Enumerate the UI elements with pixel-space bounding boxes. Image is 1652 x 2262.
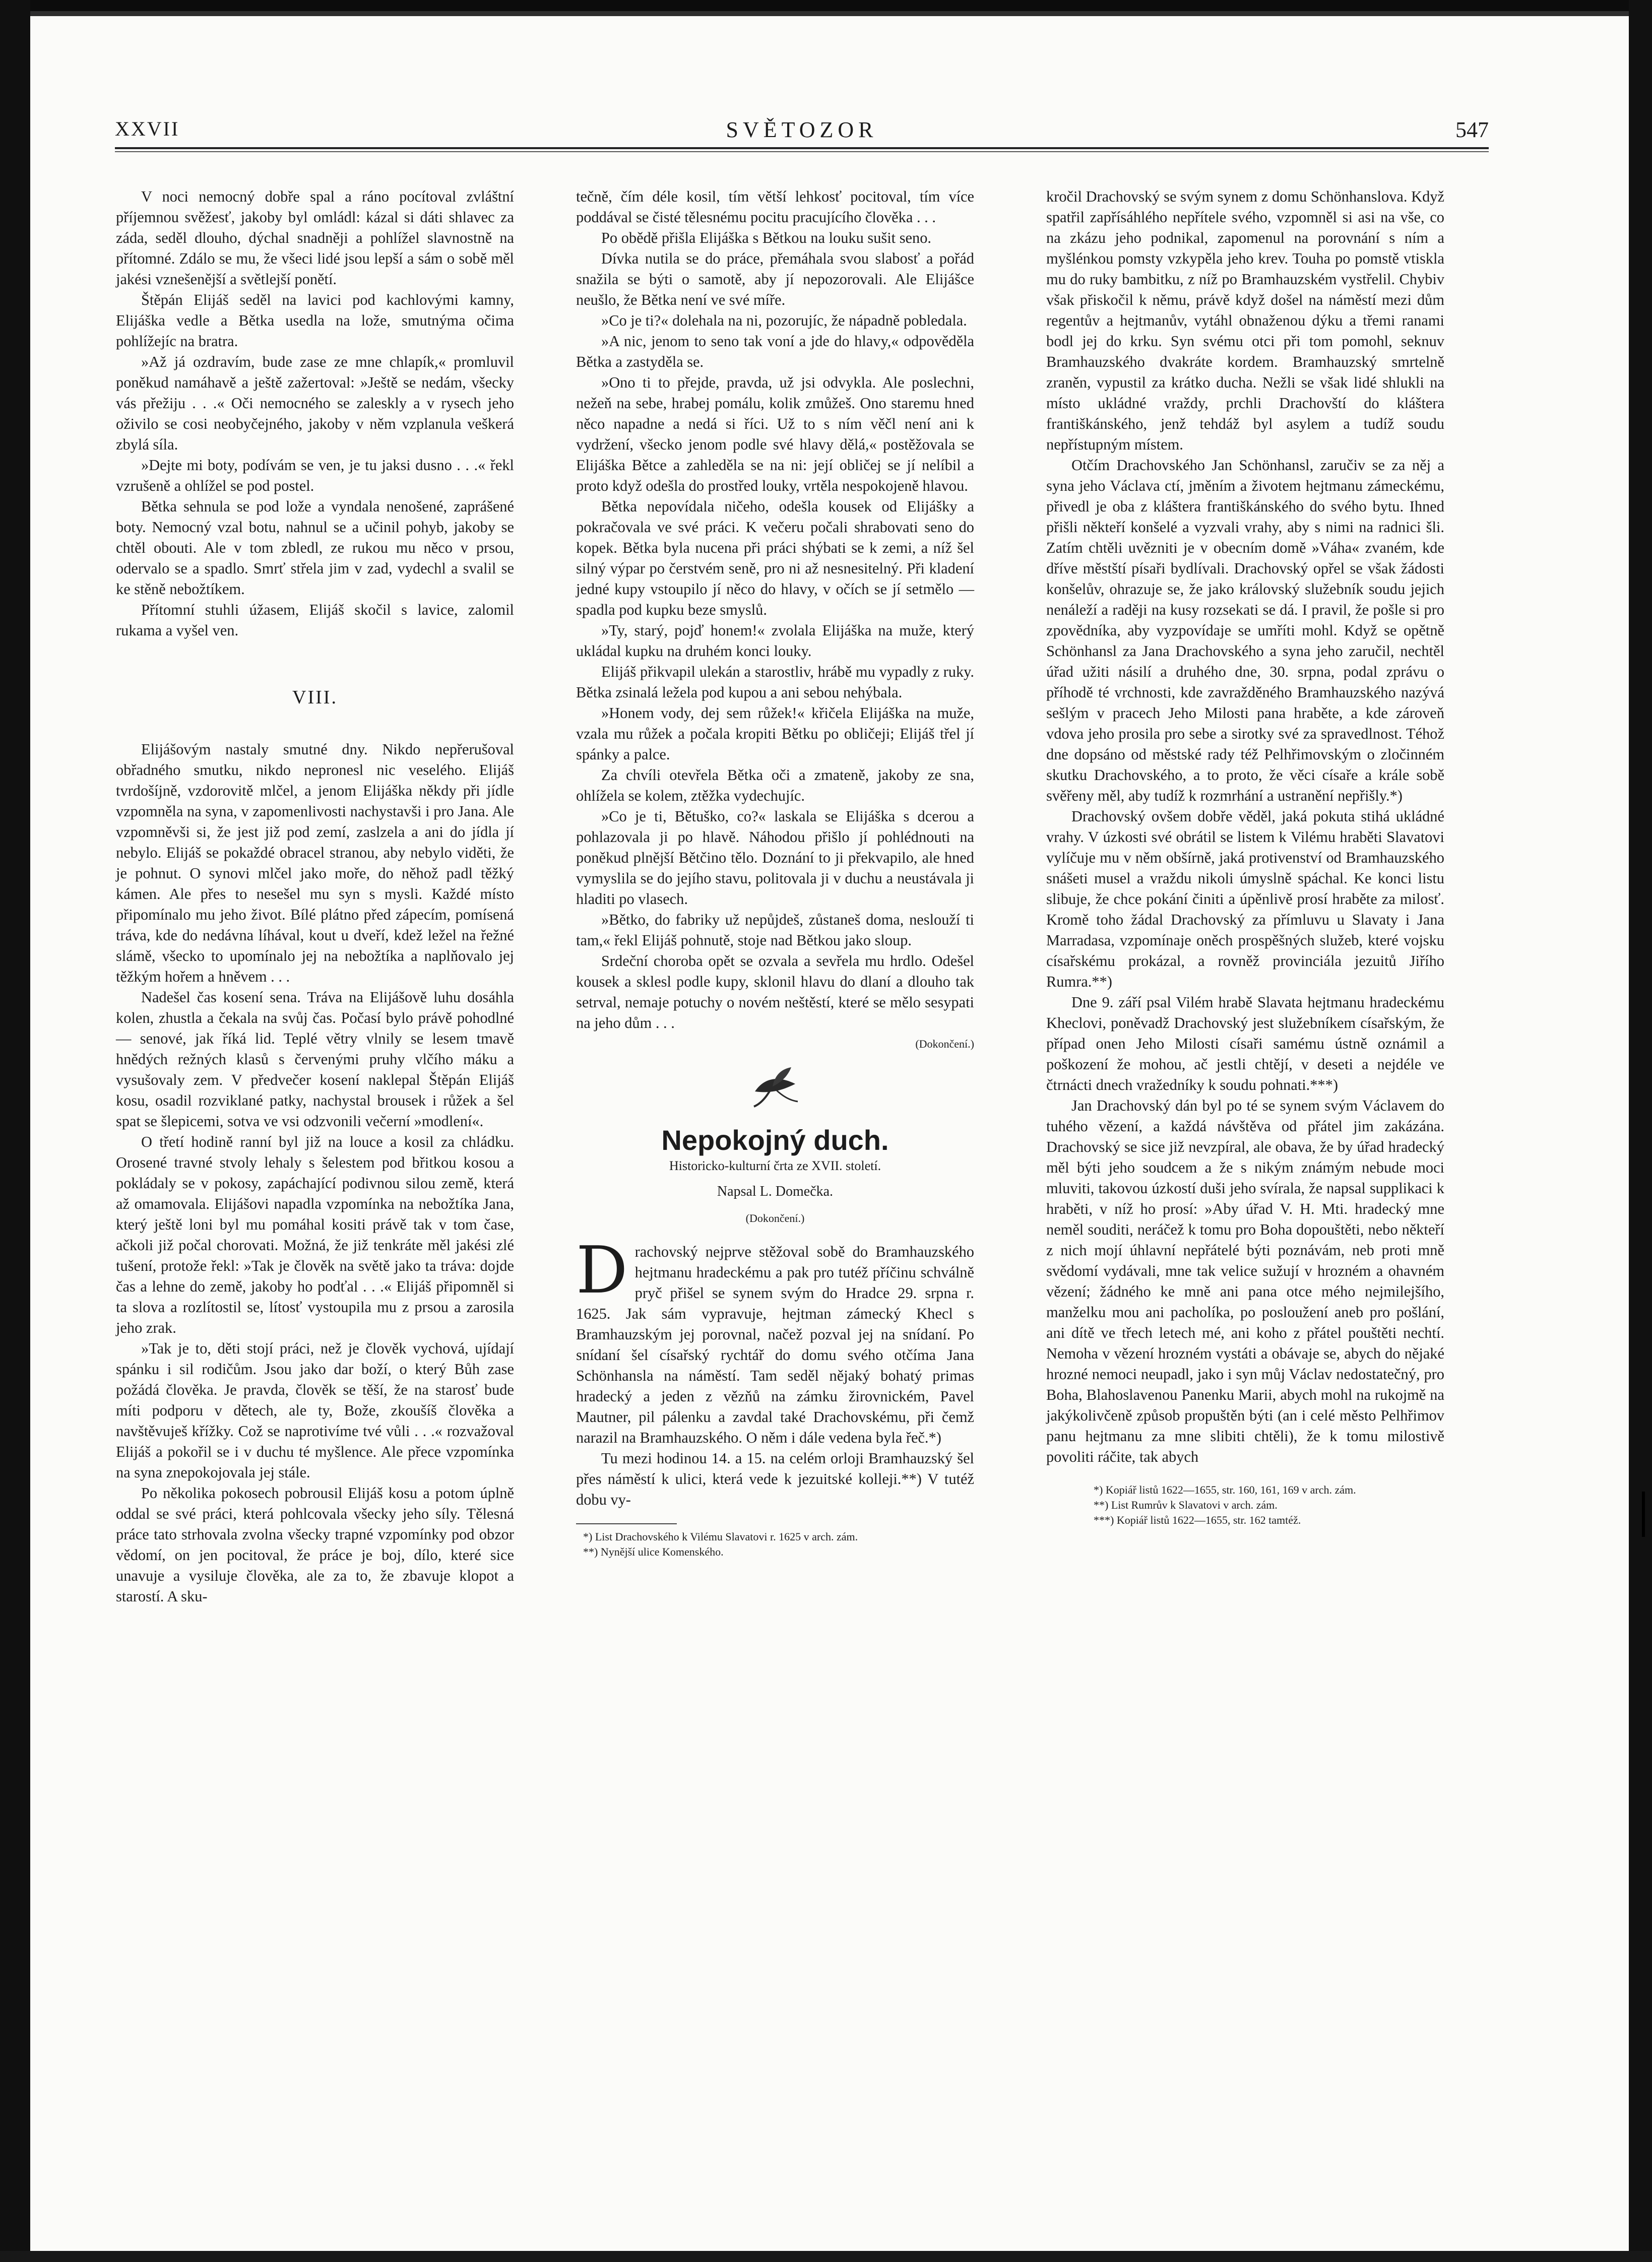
scan-border-top: [0, 0, 1652, 11]
footnote-rule: [576, 1523, 677, 1524]
article-subtitle: Historicko-kulturní črta ze XVII. století.: [669, 1158, 881, 1173]
paragraph: Otčím Drachovského Jan Schönhansl, zaručiv se za něj a syna jeho Václava ctí, jměním a životem hejtmanu zámeckému, přivedl je oba z kláštera františkánského do svého bytu. Ihned přišli někteří konšelé a vyzvali vrahy, aby s nimi na radnici šli. Zatím chtěli uvězniti je v obecním domě »Váha« zvaném, kde dříve městští písaři bydlívali. Drachovský opřel se však žádosti konšelův, ohrazuje se, že jako královský služebník soudu jejich nenáleží a raději na kusy rozsekati se dá. I pravil, že pošle si pro zpovědníka, aby vyzpovídaje se umříti mohl. Když se opětně Schönhansl za Jana Drachovského a syna jeho zaručil, nechtěl úřad užiti násilí a druhého dne, 30. srpna, podal zprávu o příhodě té vrchnosti, kde zavražděného Bramhauzského nazývá sešlým v pracech Jeho Milosti pana hraběte, a kde zároveň vdova jeho prosila pro sebe a sirotky své za spravedlnost. Téhož dne dopsáno od městské rady též Pelhřimovským o zločinném skutku Drachovského, a to proto, že věci císaře a krále sobě svěřeny měl, aby tudíž k rozmrhání a ustranění nepřišly.*): [1046, 457, 1444, 804]
paragraph: Nadešel čas kosení sena. Tráva na Elijášově luhu dosáhla kolen, zhustla a čekala na svůj čas. Počasí bylo právě pohodlné — senové, jak říká lid. Teplé větry vlnily se lesem tmavě hnědých režných klasů s červenými pruhy vlčího máku a vysušovaly zem. V předvečer kosení naklepal Štěpán Elijáš kosu, osadil rozviklané patky, nachystal brousek i růžek a šel spat se šlepicemi, sotva ve vsi odzvonili večerní »modlení«.: [116, 989, 514, 1130]
footnote: *) List Drachovského k Vilému Slavatovi r. 1625 v arch. zám.: [583, 1530, 858, 1543]
scan-border-left: [0, 0, 30, 2262]
scan-border-bottom: [0, 2251, 1652, 2262]
paragraph: »Tak je to, děti stojí práci, než je člověk vychová, ujídají spánku i sil rodičům. Jsou jako dar boží, o který Bůh zase požádá člověka. Je pravda, člověk se těší, že na starosť bude míti podporu v dětech, ale ty, Bože, zkoušíš člověka a navštěvuješ křížky. Což se naprotivíme tvé vůli . . .« rozvažoval Elijáš a pokořil se i v duchu té myšlence. Ale přece vzpomínka na syna znepokojovala jej stále.: [116, 1340, 514, 1481]
footnote: **) List Rumrův k Slavatovi v arch. zám.: [1094, 1499, 1278, 1511]
article-continuation-note: (Dokončení.): [745, 1212, 805, 1224]
column-1: [116, 186, 514, 1607]
paragraph: O třetí hodině ranní byl již na louce a kosil za chládku. Orosené travné stvoly lehaly s šelestem pod břitkou kosou a pokládaly se v pokosy, zapáchající podivnou silou země, která až omamovala. Elijášovi napadla vzpomínka na nebožtíka Jana, který ještě loni byl mu pomáhal kositi právě tak v tom čase, ačkoli již počal chorovati. Možná, že již tenkráte měl jakési zlé tušení, protože řekl: »Tak je člověk na světě jako ta tráva: dojde čas a lehne do země, jakoby ho podťal . . .« Elijáš připomněl si ta slova a rozlítostil se, lítosť vystoupila mu z prsou a zarosila jeho zrak.: [116, 1133, 514, 1336]
paragraph: kročil Drachovský se svým synem z domu Schönhanslova. Když spatřil zapřísáhlého nepřítele svého, vzpomněl si asi na vše, co na zkázu jeho podnikal, zapomenul na porovnání s ním a myšlénkou pomsty vzkypěla jeho krev. Touha po pomstě vtiskla mu do ruky bambitku, z níž po Bramhauzském vystřelil. Chybiv však přiskočil k němu, právě když došel na náměstí mezi dům regentův a hejtmanův, vytáhl obnaženou dýku a třemi ranami bodl jej do krku. Syn svému otci při tom pomohl, seknuv Bramhauzského dvakráte kordem. Bramhauzský smrtelně zraněn, vypustil za krátko ducha. Nežli se však lidé shlukli na místo ukládné vraždy, prchli Drachovští do kláštera františkánského, jenž tehdáž byl asylem a tudíž soudu nepřístupným místem.: [1046, 188, 1444, 453]
paragraph: »Ty, starý, pojď honem!« zvolala Elijáška na muže, který ukládal kupku na druhém konci louky.: [576, 622, 974, 660]
footnote: ***) Kopiář listů 1622—1655, str. 162 tamtéž.: [1094, 1514, 1301, 1526]
paragraph: Jan Drachovský dán byl po té se synem svým Václavem do tuhého vězení, a každá návštěva od přátel jim zakázána. Drachovský se sice již nevzpíral, ale obava, že by úřad hradecký měl býti jeho soudcem a že s nikým známým nebude moci mluviti, takovou úzkostí duši jeho svírala, že napsal supplikaci k hraběti, v níž ho prosí: »Aby úřad V. H. Mti. hradecký mne neměl souditi, neráčež k tomu pro Boha dopouštěti, nebo někteří z nich mojí úhlavní nepřátelé býti poznávám, neb proti mně svědomí vydávali, mne tak velice sužují v hrozném a ohavném vězení; žádného ke mně ani pana otce mého nejmilejšího, manželku mou ani pacholíka, po posloužení aneb pro pošlání, ani dítě ve třech letech mé, ani koho z přátel pouštěti nechtí. Nemoha v vězení hrozném vystáti a obávaje se, abych do nějaké hrozné nemoci neupadl, jako i syn můj Václav nedostatečný, pro Boha, Blahoslavenou Panenku Marii, abych mohl na rukojmě na jakýkolivčeně způsob propuštěn býti (an i celé město Pelhřimov panu hejtmanu za mne slibiti chtěli), že k tomu milostivě povoliti ráčite, tak abych: [1046, 1097, 1444, 1465]
footnotes: [576, 1529, 974, 1560]
paragraph: V noci nemocný dobře spal a ráno pocítoval zvláštní příjemnou svěžesť, jakoby byl omládl: kázal si dáti shlavec za záda, seděl dlouho, dýchal snadněji a pohlížel slavnostně na přítomné. Zdálo se mu, že všeci lidé jsou lepší a sám o sobě měl jakési vznešenější a světlejší ponětí.: [116, 188, 514, 288]
paragraph: »Dejte mi boty, podívám se ven, je tu jaksi dusno . . .« řekl vzrušeně a ohlížel se pod postel.: [116, 457, 514, 494]
paragraph: »A nic, jenom to seno tak voní a jde do hlavy,« odpověděla Bětka a zastyděla se.: [576, 333, 974, 370]
paragraph-text: rachovský nejprve stěžoval sobě do Bramhauzského hejtmanu hradeckému a pak pro tutéž příčinu schválně pryč přišel se synem svým do Hradce 29. srpna r. 1625. Jak sám vypravuje, hejtman zámecký Khecl s Bramhauzským jej porovnal, načež pozval jej na snídaní. Po snídaní šel císařský rychtář do domu svého otčíma Jana Schönhansla na náměstí. Tam seděl nějaký bohatý primas hradecký a jeden z vězňů na zámku žirovnickém, Pavel Mautner, pil pálenku a zavdal také Drachovskému, při čemž narazil na Bramhauzského. O něm i dále vedena byla řeč.*): [576, 1243, 974, 1446]
header-rule-thin: [115, 151, 1489, 152]
paragraph: »Bětko, do fabriky už nepůjdeš, zůstaneš doma, neslouží ti tam,« řekl Elijáš pohnutě, stoje nad Bětkou jako sloup.: [576, 911, 974, 949]
paragraph: Dívka nutila se do práce, přemáhala svou slabosť a pořád snažila se býti o samotě, aby jí nepozorovali. Ale Elijášce neušlo, že Bětka není ve své míře.: [576, 250, 974, 308]
paragraph: Bětka sehnula se pod lože a vyndala nenošené, zaprášené boty. Nemocný vzal botu, nahnul se a učinil pohyb, jakoby se chtěl obouti. Ale v tom zbledl, ze rukou mu něco v prsou, odervalo se a spadlo. Smrť střela jim v zad, vydechl a svalil se ke stěně nebožtíkem.: [116, 498, 514, 598]
leaf-ornament-icon: [745, 1061, 805, 1112]
paragraph: Po několika pokosech pobrousil Elijáš kosu a potom úplně oddal se své práci, která pohlcovala všecky jeho síly. Tělesná práce tato strhovala zvolna všecky trapné vzpomínky pod obzor vědomí, on jen pocitoval, že práce je boj, dílo, které sice unavuje a vysiluje člověka, ale za to, že zbavuje klopot a starostí. A sku-: [116, 1484, 514, 1605]
scan-border-right: [1629, 0, 1652, 2262]
paragraph: »Co je ti, Bětuško, co?« laskala se Elijáška s dcerou a pohlazovala ji po hlavě. Náhodou přišlo jí pohlédnouti na poněkud plnější Bětčino tělo. Doznání to ji překvapilo, ale hned vymyslila se do jejího stavu, politovala ji v duchu a neustávala ji hladiti po vlasech.: [576, 808, 974, 908]
paragraph: Elijáš přikvapil ulekán a starostliv, hrábě mu vypadly z ruky. Bětka zsinalá ležela pod kupou a ani sebou nehýbala.: [576, 663, 974, 701]
paragraph: Srdeční choroba opět se ozvala a sevřela mu hrdlo. Odešel kousek a sklesl podle kupy, sklonil hlavu do dlaní a dlouho tak setrval, nemaje potuchy o novém neštěstí, které se mělo sesypati na jeho dům . . .: [576, 952, 974, 1031]
paragraph: »Až já ozdravím, bude zase ze mne chlapík,« promluvil poněkud namáhavě a ještě zažertoval: »Ještě se nedám, všecky vás přežiju . . .« Oči nemocného se zaleskly a v rysech jeho oživilo se cosi neobyčejného, jakoby v něm vzplanula veškerá zbylá síla.: [116, 353, 514, 453]
paragraph: Bětka nepovídala ničeho, odešla kousek od Elijášky a pokračovala ve své práci. K večeru počali shrabovati seno do kopek. Bětka byla nucena při práci shýbati se k zemi, a níž šel silný výpar po čerstvém seně, pro ni až nesnesitelný. Při kladení jedné kupy vstoupilo jí něco do hlavy, v očích se jí setmělo — spadla pod kupku beze smyslů.: [576, 498, 974, 618]
footnotes: [1087, 1482, 1444, 1528]
column-3: [1046, 186, 1444, 1528]
drop-cap: D: [576, 1233, 628, 1308]
paragraph: Drachovský ovšem dobře věděl, jaká pokuta stihá ukládné vrahy. V úzkosti své obrátil se listem k Vilému hraběti Slavatovi vylíčuje mu v něm obšírně, jaká protivenství od Bramhauzského snášeti musel a vraždu nikoli úmyslně spáchal. Ke konci listu slibuje, že chce pokání činiti a úpěnlivě prosí hraběte za milosť. Kromě toho žádal Drachovský za přímluvu u Slavaty i Jana Marradasa, vzpomínaje oněch prospěšných služeb, které vojsku císařskému prokázal, a rovněž provinciála jezuitů Jiřího Rumra.**): [1046, 808, 1444, 990]
column-2: [576, 186, 974, 1560]
volume-number: XXVII: [115, 117, 180, 140]
paragraph: Za chvíli otevřela Bětka oči a zmateně, jakoby ze sna, ohlížela se kolem, ztěžka vydechujíc.: [576, 766, 974, 804]
paragraph: »Honem vody, dej sem růžek!« křičela Elijáška na muže, vzala mu růžek a počala kropiti Bětku po obličeji; Elijáš třel jí spánky a palce.: [576, 704, 974, 763]
header-rule: [115, 147, 1489, 149]
running-header: [115, 117, 1489, 142]
paragraph: Elijášovým nastaly smutné dny. Nikdo nepřerušoval obřadného smutku, nikdo nepronesl nic veselého. Elijáš tvrdošíjně, vzdorovitě mlčel, a jenom Elijáška někdy při jídle vzpomněla na syna, v zapomenlivosti nachystavši i pro Jana. Ale vzpomněvši si, že jest již pod zemí, zaslzela a ani do jídla jí nebylo. Elijáš se pokaždé obracel stranou, aby nebylo viděti, že je pohnut. O synovi mlčel jako moře, do něhož padl těžký kámen. Ale přes to nesešel mu syn s mysli. Každé místo připomínalo mu jeho život. Bílé plátno před zápecím, pomísená tráva, kde do nedávna líhával, kout u dveří, kdež ležel na řežné slámě, všecko to upomínalo jej na nebožtíka a naplňovalo jej těžkým hořem a hněvem . . .: [116, 741, 514, 985]
paragraph: Tu mezi hodinou 14. a 15. na celém orloji Bramhauzský šel přes náměstí k ulici, která vede k jezuitské kolleji.**) V tutéž dobu vy-: [576, 1450, 974, 1508]
paragraph: Přítomní stuhli úžasem, Elijáš skočil s lavice, zalomil rukama a vyšel ven.: [116, 601, 514, 639]
section-heading: VIII.: [292, 687, 338, 708]
footnote: **) Nynější ulice Komenského.: [583, 1545, 724, 1558]
continuation-note: (Dokončení.): [915, 1038, 974, 1050]
journal-title: SVĚTOZOR: [726, 117, 878, 142]
scan-border-top-shadow: [0, 11, 1652, 16]
article-title: Nepokojný duch.: [661, 1124, 889, 1156]
paragraph: tečně, čím déle kosil, tím větší lehkosť pocitoval, tím více poddával se čisté tělesnému pocitu pracujícího člověka . . .: [576, 188, 974, 226]
paragraph: Štěpán Elijáš seděl na lavici pod kachlovými kamny, Elijáška vedle a Bětka usedla na lože, smutnýma očima pohlížejíc na bratra.: [116, 291, 514, 350]
scan-mark: [1642, 1492, 1645, 1537]
paragraph: Dne 9. září psal Vilém hrabě Slavata hejtmanu hradeckému Kheclovi, poněvadž Drachovský jest služebníkem císařským, že případ onen Jeho Milosti císaři samému ústně oznámil a poškození že mohou, ač jestli chtějí, v deseti a nejdéle ve čtrnácti dnech vražedníky k soudu pohnati.***): [1046, 994, 1444, 1093]
paragraph: Po obědě přišla Elijáška s Bětkou na louku sušit seno.: [601, 229, 932, 246]
page-number: 547: [1455, 117, 1489, 142]
paragraph: [576, 1233, 974, 1448]
paragraph: »Co je ti?« dolehala na ni, pozorujíc, že nápadně pobledala.: [601, 312, 967, 329]
paragraph: »Ono ti to přejde, pravda, už jsi odvykla. Ale poslechni, nežeň na sebe, hrabej pomálu, kolik zmůžeš. Ono staremu hned něco napadne a nedá si říci. Už to s ním věčl není ani k vydržení, všecko jenom podle své hlavy dělá,« postěžovala se Elijáška Bětce a zahleděla se na ni: její obličej se jí nelíbil a proto když odešla do prostřed louky, vrtěla nespokojeně hlavou.: [576, 374, 974, 494]
article-author: Napsal L. Domečka.: [717, 1184, 834, 1199]
footnote: *) Kopiář listů 1622—1655, str. 160, 161, 169 v arch. zám.: [1094, 1483, 1356, 1496]
ornament-vignette: [576, 1061, 974, 1122]
